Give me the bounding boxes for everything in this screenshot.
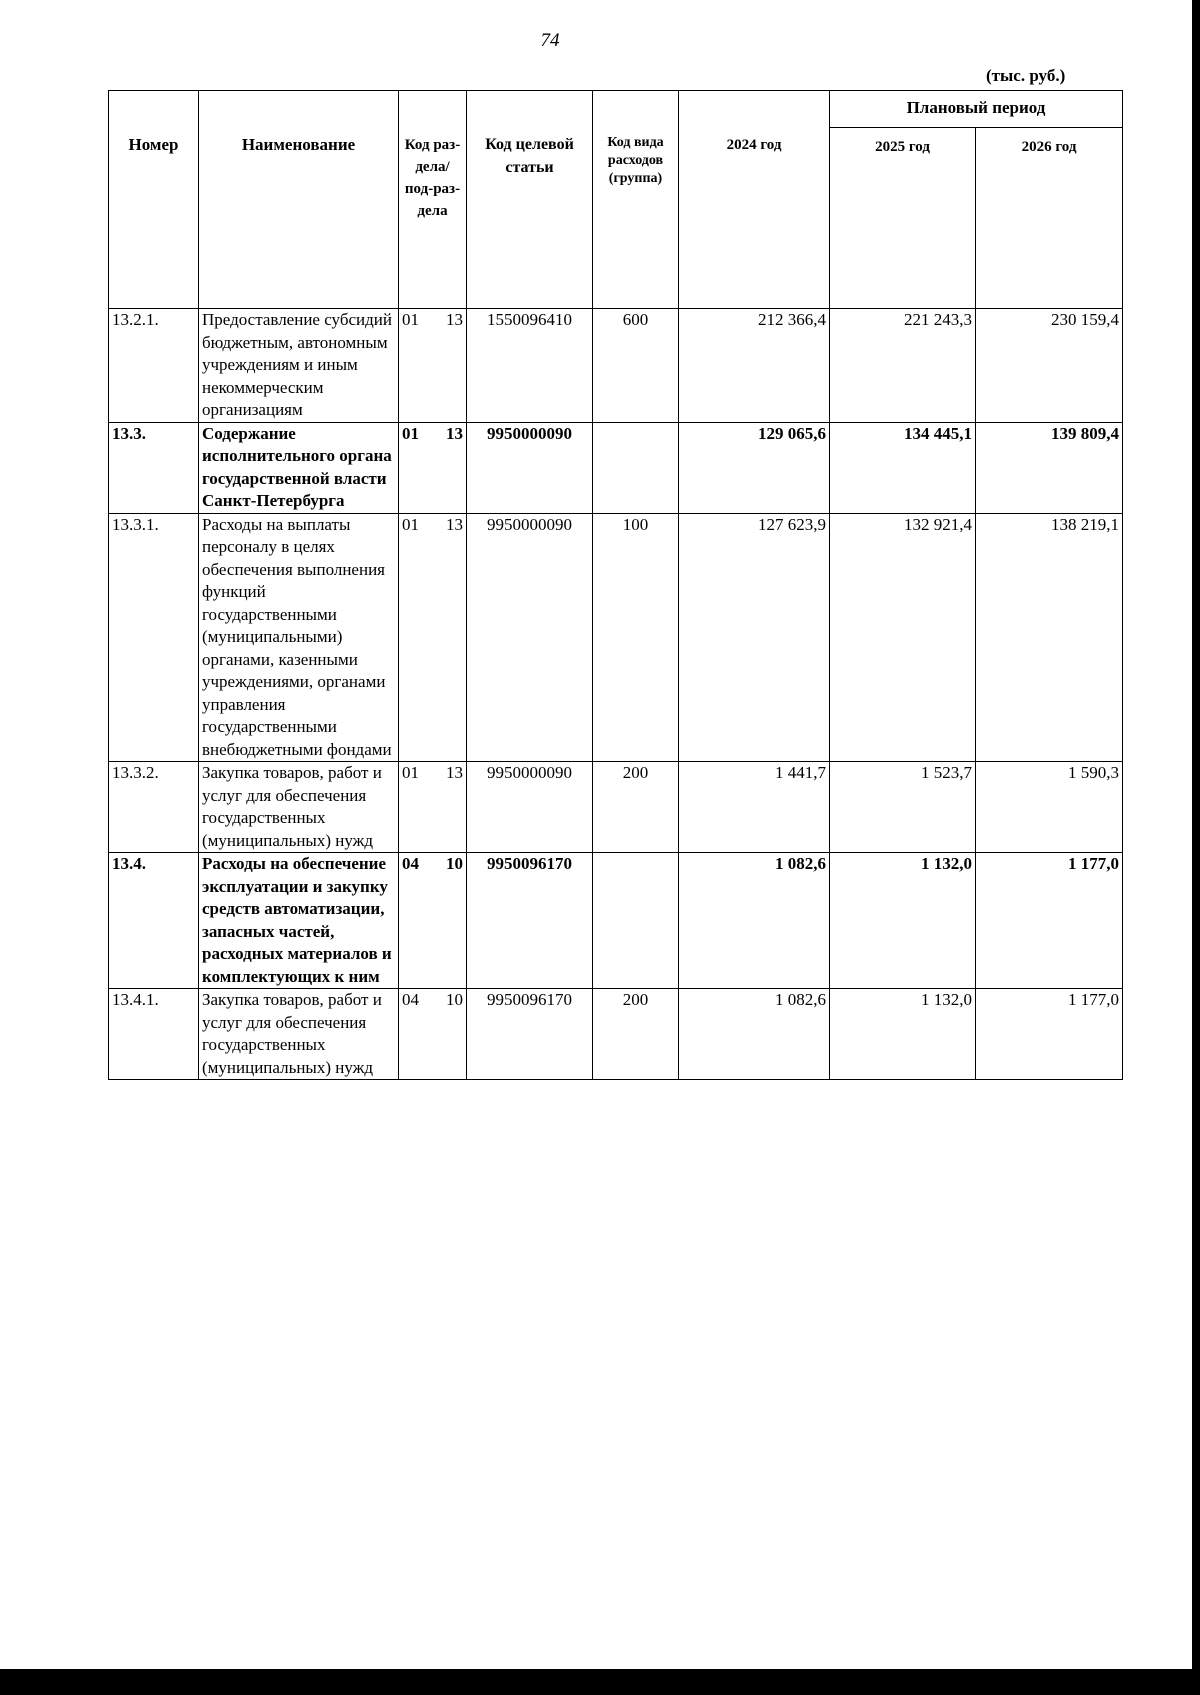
row-expense-type: 200 (593, 989, 679, 1080)
row-target-code: 9950096170 (467, 853, 593, 989)
row-number: 13.2.1. (109, 309, 199, 423)
budget-table (108, 90, 1123, 1080)
row-section-code (399, 853, 467, 989)
row-2024: 1 441,7 (679, 762, 830, 853)
header-name: Наименование (199, 91, 399, 309)
row-expense-type (593, 853, 679, 989)
row-section: 01 (402, 763, 419, 782)
row-name: Расходы на выплаты персоналу в целях обеспечения выполнения функций государственными (муниципальными) органами, казенными учреждениями, органами управления государственными внебюджетными фондами (199, 513, 399, 762)
row-2025: 1 132,0 (830, 853, 976, 989)
row-target-code: 9950000090 (467, 762, 593, 853)
table-row (109, 309, 1123, 423)
header-expense-type: Код вида расходов (группа) (593, 91, 679, 309)
row-section-code (399, 513, 467, 762)
header-target: Код целевой статьи (467, 91, 593, 309)
table-row (109, 853, 1123, 989)
row-2025: 221 243,3 (830, 309, 976, 423)
row-number: 13.3. (109, 422, 199, 513)
row-expense-type: 600 (593, 309, 679, 423)
scan-edge-right (1192, 0, 1200, 1695)
row-2024: 212 366,4 (679, 309, 830, 423)
row-target-code: 1550096410 (467, 309, 593, 423)
header-number: Номер (109, 91, 199, 309)
row-2026: 230 159,4 (976, 309, 1123, 423)
row-section-code (399, 762, 467, 853)
row-section: 01 (402, 310, 419, 329)
row-name: Предоставление субсидий бюджетным, автономным учреждениям и иным некоммерческим организациям (199, 309, 399, 423)
row-number: 13.3.2. (109, 762, 199, 853)
row-name: Расходы на обеспечение эксплуатации и закупку средств автоматизации, запасных частей, расходных материалов и комплектующих к ним (199, 853, 399, 989)
row-name: Содержание исполнительного органа государственной власти Санкт-Петербурга (199, 422, 399, 513)
row-subsection: 13 (446, 514, 463, 534)
row-2025: 1 523,7 (830, 762, 976, 853)
row-subsection: 13 (446, 763, 463, 782)
row-subsection: 10 (446, 990, 463, 1009)
header-2024: 2024 год (679, 91, 830, 309)
header-section: Код раз-дела/ под-раз-дела (399, 91, 467, 309)
row-section: 04 (402, 990, 419, 1009)
row-expense-type: 200 (593, 762, 679, 853)
row-2026: 139 809,4 (976, 422, 1123, 513)
row-target-code: 9950000090 (467, 513, 593, 762)
row-2026: 1 177,0 (976, 853, 1123, 989)
row-section: 01 (402, 423, 419, 443)
row-2026: 1 590,3 (976, 762, 1123, 853)
row-expense-type: 100 (593, 513, 679, 762)
row-2025: 132 921,4 (830, 513, 976, 762)
row-name: Закупка товаров, работ и услуг для обеспечения государственных (муниципальных) нужд (199, 762, 399, 853)
table-row (109, 989, 1123, 1080)
scan-edge-bottom (0, 1669, 1200, 1695)
row-2026: 138 219,1 (976, 513, 1123, 762)
row-target-code: 9950096170 (467, 989, 593, 1080)
row-section-code (399, 989, 467, 1080)
row-2024: 1 082,6 (679, 853, 830, 989)
row-subsection: 13 (446, 310, 463, 329)
header-planning-period: Плановый период (830, 91, 1123, 128)
row-number: 13.4. (109, 853, 199, 989)
row-2024: 1 082,6 (679, 989, 830, 1080)
row-subsection: 10 (446, 854, 463, 873)
row-subsection: 13 (446, 423, 463, 443)
row-expense-type (593, 422, 679, 513)
table-row (109, 762, 1123, 853)
row-2024: 127 623,9 (679, 513, 830, 762)
row-2026: 1 177,0 (976, 989, 1123, 1080)
table-row (109, 513, 1123, 762)
row-number: 13.3.1. (109, 513, 199, 762)
units-label: (тыс. руб.) (986, 66, 1066, 85)
row-section-code (399, 422, 467, 513)
row-section: 01 (402, 514, 419, 534)
row-section: 04 (402, 854, 419, 873)
row-number: 13.4.1. (109, 989, 199, 1080)
row-2025: 1 132,0 (830, 989, 976, 1080)
row-2025: 134 445,1 (830, 422, 976, 513)
row-section-code (399, 309, 467, 423)
table-row (109, 422, 1123, 513)
row-2024: 129 065,6 (679, 422, 830, 513)
header-2025: 2025 год (830, 128, 976, 309)
page-number: 74 (540, 30, 560, 51)
row-name: Закупка товаров, работ и услуг для обеспечения государственных (муниципальных) нужд (199, 989, 399, 1080)
header-2026: 2026 год (976, 128, 1123, 309)
row-target-code: 9950000090 (467, 422, 593, 513)
